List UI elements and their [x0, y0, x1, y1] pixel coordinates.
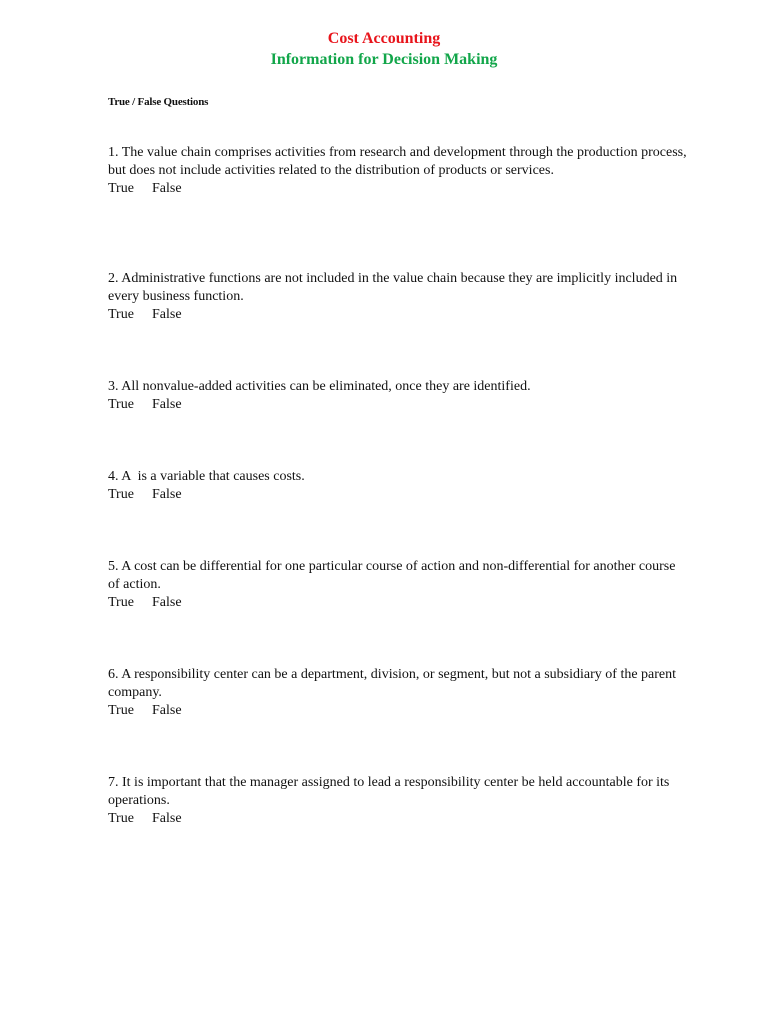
question-text: 1. The value chain comprises activities from research and development through the production process, but does not include activities related to the distribution of products or services. [108, 145, 687, 178]
answer-false: False [152, 307, 182, 322]
question-5 [108, 558, 688, 612]
answer-options [108, 306, 688, 324]
answer-false: False [152, 811, 182, 826]
answer-true: True [108, 307, 134, 322]
answer-true: True [108, 703, 134, 718]
answer-true: True [108, 397, 134, 412]
document-title: Cost Accounting [327, 30, 441, 47]
answer-options [108, 702, 688, 720]
question-4 [108, 468, 688, 504]
answer-options [108, 180, 688, 198]
question-text: 2. Administrative functions are not included in the value chain because they are implicitly included in every business function. [108, 271, 678, 304]
answer-true: True [108, 487, 134, 502]
document-subtitle: Information for Decision Making [270, 51, 498, 68]
section-label: True / False Questions [108, 96, 209, 108]
question-1 [108, 144, 688, 198]
question-3 [108, 378, 688, 414]
answer-options [108, 486, 688, 504]
answer-false: False [152, 397, 182, 412]
answer-false: False [152, 181, 182, 196]
answer-options [108, 396, 688, 414]
answer-options [108, 810, 688, 828]
question-text: 4. A is a variable that causes costs. [108, 469, 305, 484]
answer-false: False [152, 487, 182, 502]
answer-false: False [152, 703, 182, 718]
question-text: 7. It is important that the manager assigned to lead a responsibility center be held accountable for its operations. [108, 775, 670, 808]
question-2 [108, 270, 688, 324]
question-7 [108, 774, 688, 828]
question-text: 6. A responsibility center can be a department, division, or segment, but not a subsidiary of the parent company. [108, 667, 677, 700]
answer-false: False [152, 595, 182, 610]
answer-options [108, 594, 688, 612]
question-6 [108, 666, 688, 720]
question-text: 3. All nonvalue-added activities can be eliminated, once they are identified. [108, 379, 531, 394]
answer-true: True [108, 811, 134, 826]
answer-true: True [108, 181, 134, 196]
answer-true: True [108, 595, 134, 610]
question-text: 5. A cost can be differential for one particular course of action and non-differential for another course of action. [108, 559, 676, 592]
